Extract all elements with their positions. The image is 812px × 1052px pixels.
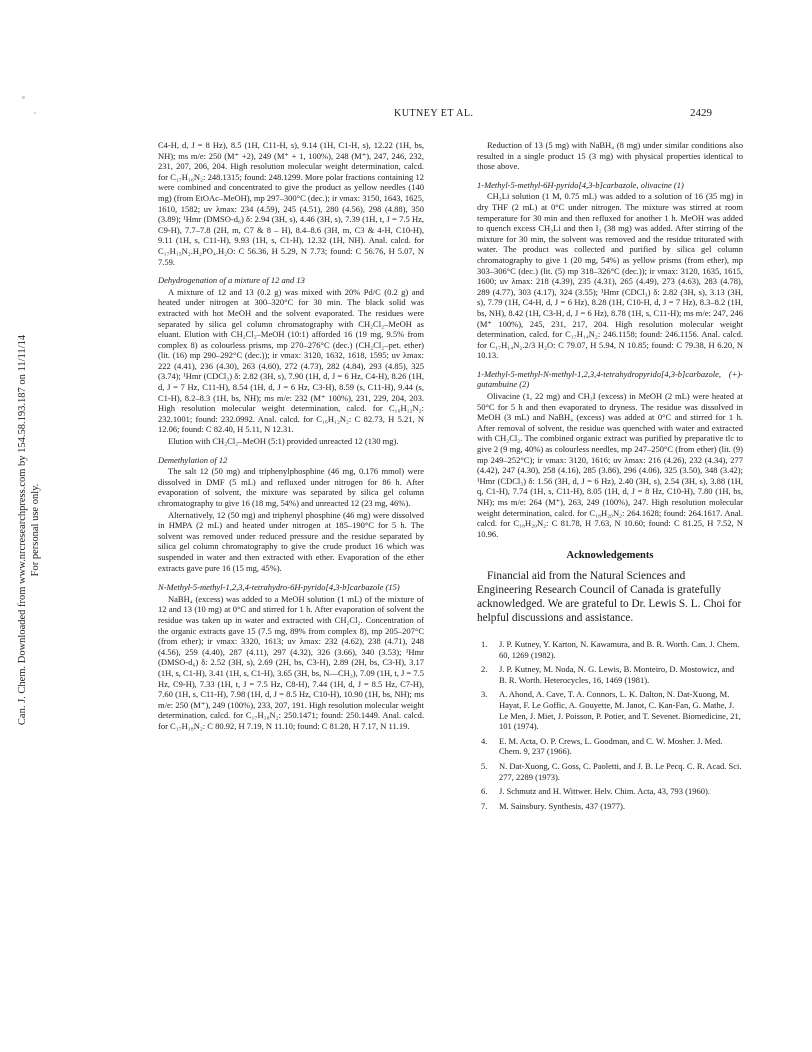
- reference-list: [477, 639, 743, 811]
- right-column: [477, 140, 743, 815]
- reference-item: [477, 689, 743, 731]
- reference-item: [477, 761, 743, 782]
- reference-text: A. Ahond, A. Cave, T. A. Connors, L. K. Dalton, N. Dat-Xuong, M. Hayat, F. Le Goffic, A. Gouyette, M. Janot, C. Kan-Fan, G. Mathe, J. Le Men, J. Miet, J. Poisson, P. Potier, and T. Sevenet. Biomedicine, 21, 101 (1974).: [499, 689, 741, 732]
- scan-speck: [22, 96, 25, 99]
- left-column: [158, 140, 424, 732]
- reference-number: 1.: [481, 638, 488, 649]
- running-head: KUTNEY ET AL.: [394, 108, 474, 119]
- download-notice-line: Can. J. Chem. Downloaded from www.nrcresearchpress.com by 154.58.193.187 on 11/11/14: [17, 334, 28, 726]
- page-number: 2429: [690, 107, 712, 119]
- reference-item: [477, 736, 743, 757]
- section-heading: Dehydrogenation of a mixture of 12 and 13: [158, 275, 305, 286]
- reference-number: 3.: [481, 689, 488, 700]
- paragraph: Reduction of 13 (5 mg) with NaBH₄ (8 mg) under similar conditions also resulted in a single product 15 (3 mg) with physical properties identical to those above.: [477, 140, 743, 172]
- section-heading: N-Methyl-5-methyl-1,2,3,4-tetrahydro-6H-pyrido[4,3-b]carbazole (15): [158, 582, 400, 593]
- paragraph: Elution with CH₂Cl₂–MeOH (5:1) provided unreacted 12 (130 mg).: [168, 436, 399, 447]
- acknowledgements-heading: Acknowledgements: [566, 550, 654, 562]
- reference-number: 4.: [481, 735, 488, 746]
- paragraph: The salt 12 (50 mg) and triphenylphosphine (46 mg, 0.176 mmol) were dissolved in DMF (5 mL) and refluxed under nitrogen for 86 h. After evaporation of solvent, the mixture was separated by silica gel column chromatography to give 16 (18 mg, 54%) and unreacted 12 (23 mg, 46%).: [158, 466, 424, 508]
- reference-text: J. P. Kutney, M. Noda, N. G. Lewis, B. Monteiro, D. Mostowicz, and B. R. Worth. Heterocycles, 16, 1469 (1981).: [499, 664, 735, 685]
- reference-text: J. P. Kutney, Y. Karton, N. Kawamura, and B. R. Worth. Can. J. Chem. 60, 1269 (1982).: [499, 638, 740, 660]
- download-notice: [6, 200, 52, 860]
- reference-number: 5.: [481, 760, 488, 771]
- paragraph: A mixture of 12 and 13 (0.2 g) was mixed with 20% Pd/C (0.2 g) and heated under nitrogen at 300–320°C for 30 min. The black solid was extracted with hot MeOH and the solvent evaporated. The residues were separated by silica gel column chromatography with CH₂Cl₂–MeOH as eluant. Elution with CH₂Cl₂–MeOH (10:1) afforded 16 (19 mg, 9.5% from complex 8) as colourless prisms, mp 270–276°C (dec.) (CH₂Cl₂–pet. ether) (lit. (16) mp 290–292°C (dec.)); ir νmax: 3120, 1632, 1618, 1595; uv λmax: 222 (4.41), 236 (4.30), 263 (4.60), 272 (4.73), 282 (4.84), 293 (4.85), 325 (3.74); ¹Hmr (CDCl₃) δ: 2.82 (3H, s), 7.90 (1H, d, J = 6 Hz, C4-H), 8.26 (1H, d, J = 7 Hz, C11-H), 8.54 (1H, d, J = 6 Hz, C3-H), 8.59 (s, C11-H), 9.44 (s, C1-H), 8.2–8.3 (1H, bs, NH); ms m/e: 232 (M⁺ 100%), 231, 229, 204, 203. High resolution molecular weight determination, calcd. for C₁₆H₁₂N₂: 232.1001; found: 232.0992. Anal. calcd. for C₁₆H₁₂N₂: C 82.73, H 5.21, N 12.06; found: C 82.40, H 5.11, N 12.31.: [158, 286, 424, 435]
- reference-number: 7.: [481, 800, 488, 811]
- paragraph: NaBH₄ (excess) was added to a MeOH solution (1 mL) of the mixture of 12 and 13 (10 mg) at 0°C and stirred for 1 h. After evaporation of solvent the residue was taken up in water and extracted with CH₂Cl₂. Concentration of the organic extracts gave 15 (7.5 mg, 89% from complex 8), mp 205–207°C (from ether); ir νmax: 3320, 1613; uv λmax: 232 (4.62), 238 (4.71), 248 (4.56), 259 (4.40), 287 (4.11), 297 (4.32), 326 (3.66), 340 (3.53); ¹Hmr (DMSO-d₆) δ: 2.52 (3H, s), 2.69 (2H, bs, C3-H), 2.89 (2H, bs, C3-H), 3.17 (1H, s, C1-H), 3.41 (1H, s, C1-H), 3.65 (3H, bs, N—CH₃), 7.09 (1H, t, J = 7.5 Hz, C9-H), 7.33 (1H, t, J = 7.5 Hz, C8-H), 7.44 (1H, d, J = 8.5 Hz, C7-H), 7.60 (1H, s, C11-H), 7.98 (1H, d, J = 8.5 Hz, C10-H), 10.90 (1H, bs, NH); ms m/e: 250 (M⁺), 249 (100%), 233, 207, 191. High resolution molecular weight determination, calcd. for C₁₇H₁₈N₂: 250.1471; found: 250.1449. Anal. calcd. for C₁₇H₁₈N₂: C 80.92, H 7.19, N 11.10; found: C 81.28, H 7.17, N 11.19.: [158, 593, 424, 731]
- reference-item: [477, 786, 743, 797]
- scan-speck: [34, 112, 36, 114]
- reference-item: [477, 801, 743, 812]
- reference-item: [477, 664, 743, 685]
- reference-text: J. Schmutz and H. Wittwer. Helv. Chim. Acta, 43, 793 (1960).: [499, 786, 710, 797]
- paragraph: Alternatively, 12 (50 mg) and triphenyl phosphine (46 mg) were dissolved in HMPA (2 mL) and heated under nitrogen at 185–190°C for 5 h. The solvent was removed under reduced pressure and the residue separated by silica gel column chromatography to give the crude product 16 which was suspended in water and then extracted with ether. Evaporation of the ether extracts gave pure 16 (15 mg, 45%).: [158, 509, 424, 573]
- paragraph: Olivacine (1, 22 mg) and CH₃I (excess) in MeOH (2 mL) were heated at 50°C for 5 h and then evaporated to dryness. The residue was dissolved in MeOH (3 mL) and NaBH₄ (excess) was added at 0°C and stirred for 1 h. After removal of solvent, the residue was quenched with water and extracted with CH₂Cl₂. The combined organic extract was purified by preparative tlc to give 2 (9 mg, 40%) as colourless needles, mp 247–250°C (from ether) (lit. (9) mp 249–252°C); ir νmax: 3120, 1616; uv λmax: 216 (4.26), 232 (4.34), 277 (4.42), 247 (4.30), 258 (4.16), 285 (3.86), 296 (4.06), 325 (3.50), 348 (3.42); ¹Hmr (CDCl₃) δ: 1.56 (3H, d, J = 6 Hz), 2.40 (3H, s), 2.54 (3H, s), 3.88 (1H, q, C1-H), 7.74 (1H, s, C11-H), 8.05 (1H, d, J = 8 Hz, C10-H), 7.80 (1H, bs, NH); ms m/e: 264 (M⁺), 263, 249 (100%), 247. High resolution molecular weight determination, calcd. for C₁₈H₂₀N₂: 264.1628; found: 264.1617. Anal. calcd. for C₁₈H₂₀N₂: C 81.78, H 7.63, N 10.60; found: C 81.25, H 7.52, N 10.96.: [477, 391, 743, 539]
- reference-number: 6.: [481, 786, 488, 797]
- reference-text: N. Dat-Xuong, C. Goss, C. Paoletti, and J. B. Le Pecq. C. R. Acad. Sci. 277, 2289 (1973).: [499, 760, 742, 782]
- reference-text: E. M. Acta, O. P. Crews, L. Goodman, and C. W. Mosher. J. Med. Chem. 9, 237 (1966).: [499, 735, 723, 757]
- reference-item: [477, 639, 743, 660]
- section-heading: 1-Methyl-5-methyl-N-methyl-1,2,3,4-tetrahydropyrido[4,3-b]carbazole, (+)-gutambuine (2): [477, 368, 743, 390]
- paragraph: C4-H, d, J = 8 Hz), 8.5 (1H, C11-H, s), 9.14 (1H, C1-H, s), 12.22 (1H, bs, NH); ms m/e: 250 (M⁺ +2), 249 (M⁺ + 1, 100%), 248 (M⁺), 247, 246, 232, 231, 207, 206, 204. High resolution molecular weight determination, calcd. for C₁₇H₁₆N₂: 248.1315; found: 248.1299. More polar fractions containing 12 were combined and concentrated to give the product as yellow needles (140 mg) (from EtOAc–MeOH), mp 297–300°C (dec.); ir νmax: 3150, 1643, 1625, 1610, 1582; uv λmax: 234 (4.59), 245 (4.51), 280 (4.56), 298 (4.88), 350 (3.89); ¹Hmr (DMSO-d₆) δ: 2.94 (3H, s), 4.46 (3H, s), 7.39 (1H, t, J = 7.5 Hz, C9-H), 7.7–7.8 (2H, m, C7 & 8 – H), 8.4–8.6 (3H, m, C3 & 4-H, C10-H), 9.11 (1H, s, C11-H), 9.93 (1H, s, C1-H), 12.32 (1H, NH). Anal. calcd. for C₁₇H₁₅N₂.H₂PO₄.H₂O: C 56.36, H 5.29, N 7.73; found: C 56.76, H 5.07, N 7.59.: [158, 140, 424, 267]
- acknowledgements-text: Financial aid from the Natural Sciences and Engineering Research Council of Canada is gratefully acknowledged. We are grateful to Dr. Lewis S. L. Choi for helpful discussions and assistance.: [477, 569, 742, 624]
- reference-number: 2.: [481, 664, 488, 675]
- section-heading: 1-Methyl-5-methyl-6H-pyrido[4,3-b]carbazole, olivacine (1): [477, 179, 684, 190]
- paragraph: CH₃Li solution (1 M, 0.75 mL) was added to a solution of 16 (35 mg) in dry THF (2 mL) at 0°C under nitrogen. The mixture was stirred at room temperature for 30 min and then refluxed for another 1 h. MeOH was added to quench excess CH₃Li and then I₂ (38 mg) was added. After stirring of the mixture for 30 min, the solvent was removed and the residue triturated with water. The product was collected and purified by silica gel column chromatography to give 1 (20 mg, 54%) as yellow prisms (from ether), mp 303–306°C (dec.) (lit. (5) mp 318–326°C (dec.)); ir νmax: 3120, 1635, 1615, 1600; uv λmax: 218 (4.39), 235 (4.31), 265 (4.49), 273 (4.63), 283 (4.78), 289 (4.77), 303 (4.17), 324 (3.55); ¹Hmr (CDCl₃) δ: 2.82 (3H, s), 3.13 (3H, s), 7.79 (1H, C4-H, d, J = 6 Hz), 8.28 (1H, C10-H, d, J = 7 Hz), 8.3–8.2 (1H, bs, NH), 8.42 (1H, C3-H, d, J = 6 Hz), 8.78 (1H, s, C11-H); ms m/e: 247, 246 (M⁺ 100%), 245, 231, 217, 204. High resolution molecular weight determination, calcd. for C₁₇H₁₄N₂: 246.1158; found: 246.1156. Anal. calcd. for C₁₇H₁₄N₂.2/3 H₂O: C 79.07, H 5.94, N 10.85; found: C 79.38, H 6.20, N 10.13.: [477, 191, 743, 361]
- reference-text: M. Sainsbury. Synthesis, 437 (1977).: [499, 800, 626, 811]
- section-heading: Demethylation of 12: [158, 454, 228, 465]
- download-notice-license: For personal use only.: [30, 483, 41, 577]
